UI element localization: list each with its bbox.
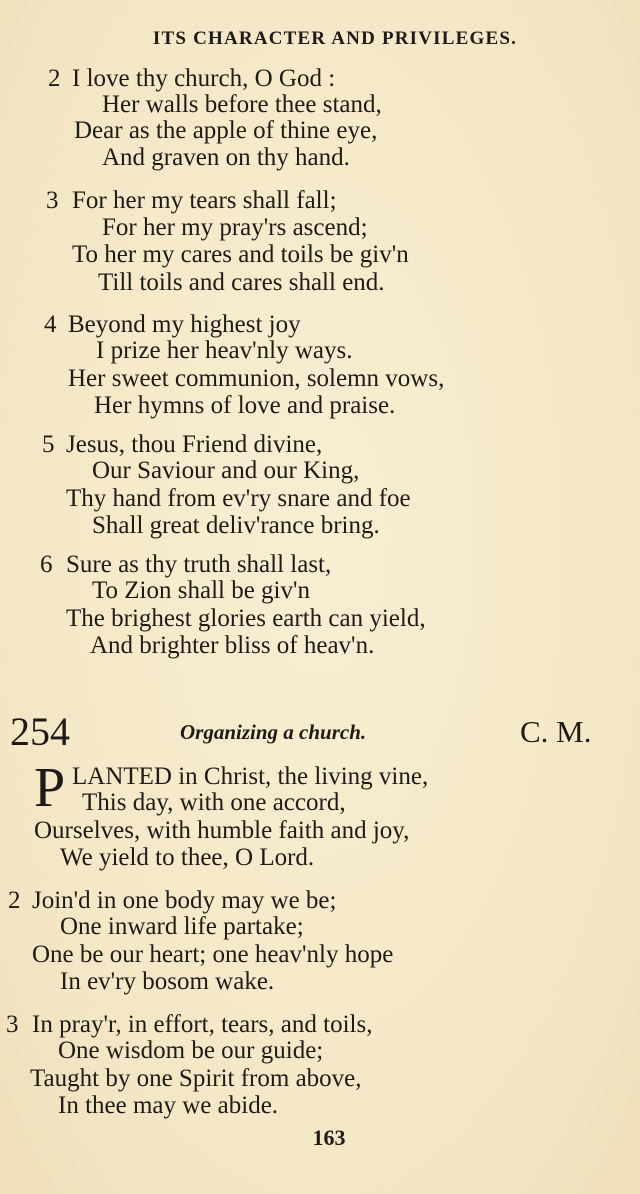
verse-line: Join'd in one body may we be;	[32, 887, 337, 914]
verse-line: Thy hand from ev'ry snare and foe	[66, 485, 411, 512]
stanza-number: 3	[46, 187, 59, 214]
verse-line: In ev'ry bosom wake.	[60, 968, 275, 995]
verse-line: And brighter bliss of heav'n.	[90, 632, 375, 659]
verse-line: One inward life partake;	[60, 913, 304, 940]
verse-line: I love thy church, O God :	[72, 65, 336, 92]
page-number: 163	[312, 1125, 346, 1150]
hymn-meter: C. M.	[520, 714, 592, 749]
verse-line: Taught by one Spirit from above,	[30, 1065, 362, 1092]
stanza-number: 2	[48, 65, 61, 92]
verse-line: Sure as thy truth shall last,	[66, 551, 332, 578]
verse-line: Ourselves, with humble faith and joy,	[34, 817, 410, 844]
verse-line: Her walls before thee stand,	[102, 91, 382, 118]
stanza-number: 6	[40, 551, 53, 578]
verse-line: Dear as the apple of thine eye,	[74, 117, 378, 144]
verse-line: Till toils and cares shall end.	[98, 269, 385, 296]
verse-line: For her my tears shall fall;	[72, 187, 337, 214]
verse-line: For her my pray'rs ascend;	[102, 214, 368, 241]
verse-line: I prize her heav'nly ways.	[96, 337, 353, 364]
hymn-number: 254	[10, 709, 70, 754]
stanza-number: 5	[42, 431, 55, 458]
hymn-title: Organizing a church.	[180, 720, 367, 744]
verse-line: In thee may we abide.	[58, 1092, 279, 1119]
verse-line: To Zion shall be giv'n	[92, 577, 311, 604]
verse-line: The brighest glories earth can yield,	[66, 605, 426, 632]
running-head: ITS CHARACTER AND PRIVILEGES.	[152, 28, 518, 49]
verse-line: And graven on thy hand.	[102, 144, 350, 171]
verse-line: Her sweet communion, solemn vows,	[68, 365, 445, 392]
verse-line: In pray'r, in effort, tears, and toils,	[32, 1011, 373, 1038]
verse-line: One be our heart; one heav'nly hope	[32, 941, 394, 968]
stanza-number: 2	[8, 887, 21, 914]
verse-line: LANTED in Christ, the living vine,	[72, 763, 429, 790]
verse-line: Our Saviour and our King,	[92, 457, 360, 484]
verse-line: To her my cares and toils be giv'n	[72, 241, 409, 268]
stanza-number: 4	[44, 311, 57, 338]
verse-line: Beyond my highest joy	[68, 311, 301, 338]
verse-line: Her hymns of love and praise.	[94, 392, 396, 419]
verse-line: Shall great deliv'rance bring.	[92, 512, 380, 539]
verse-line: We yield to thee, O Lord.	[60, 844, 315, 871]
drop-cap: P	[34, 757, 66, 819]
verse-line: Jesus, thou Friend divine,	[66, 431, 323, 458]
stanza-number: 3	[6, 1011, 19, 1038]
verse-line: One wisdom be our guide;	[58, 1037, 324, 1064]
verse-line: This day, with one accord,	[82, 789, 346, 816]
